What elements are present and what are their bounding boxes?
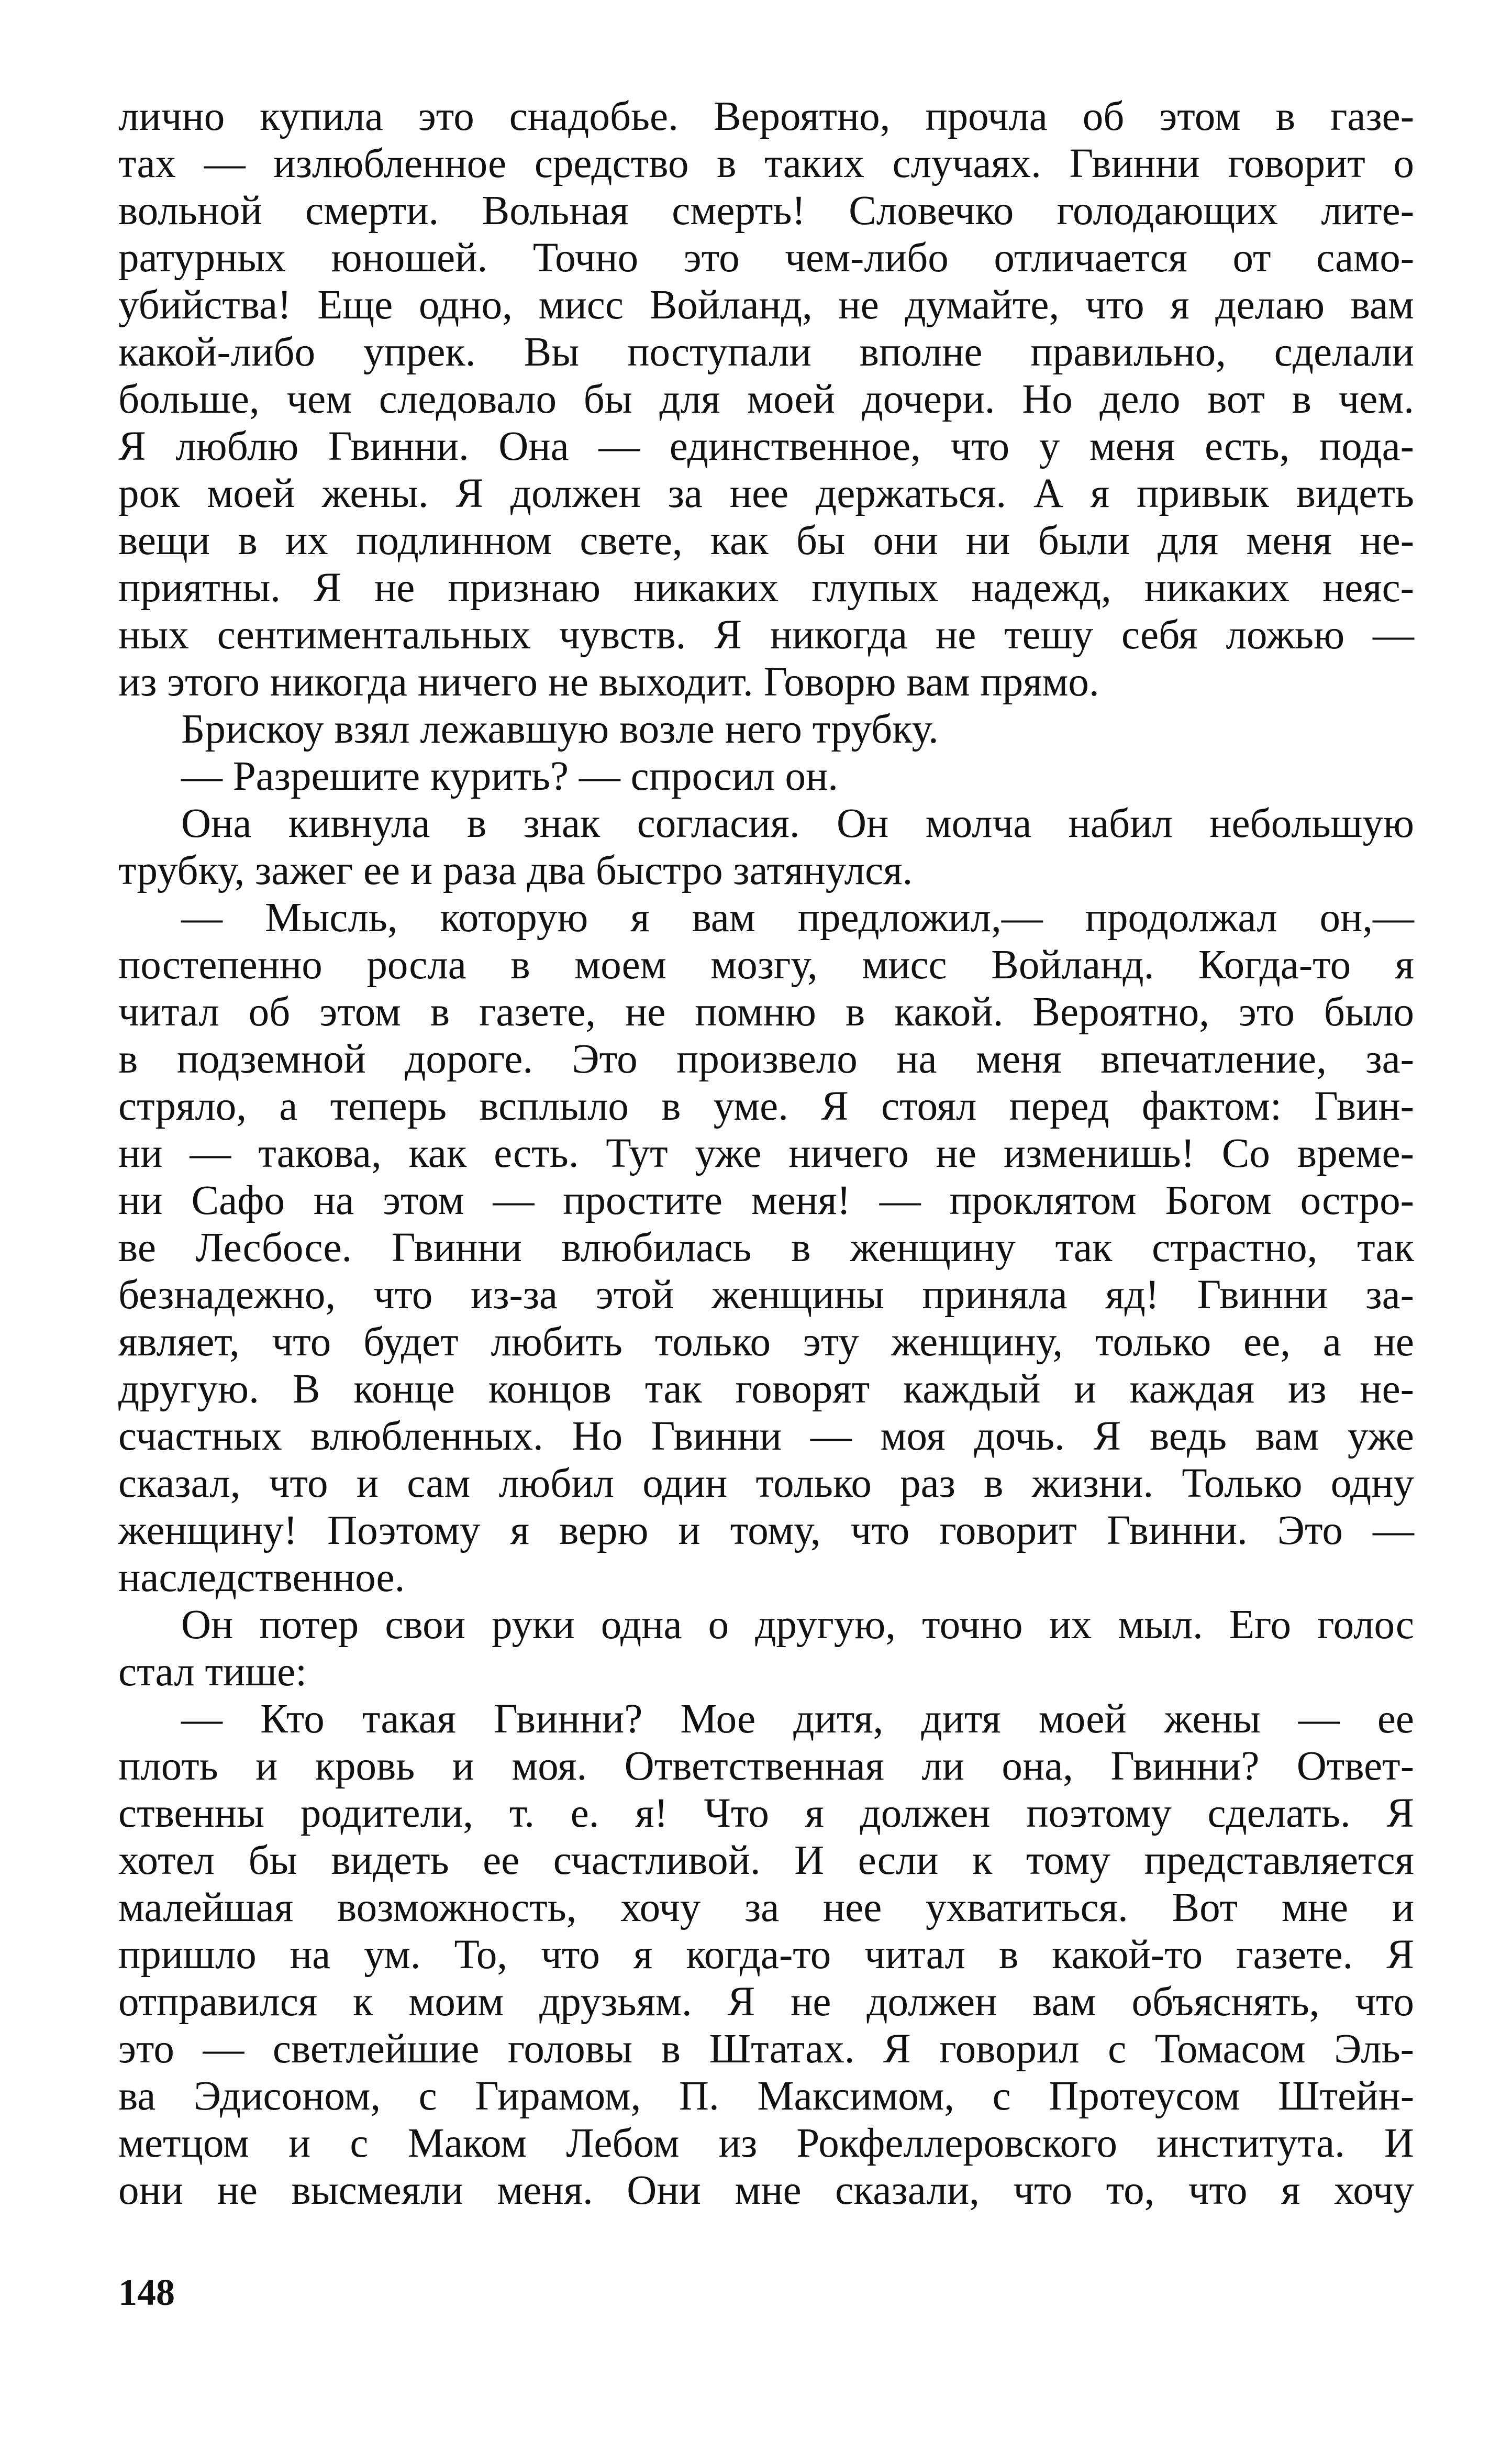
text-line: из этого никогда ничего не выходит. Говорю вам прямо.: [118, 659, 1099, 705]
text-line: счастных влюбленных. Но Гвинни — моя дочь. Я ведь вам уже: [118, 1414, 1414, 1459]
text-line: лично купила это снадобье. Вероятно, прочла об этом в газе-: [118, 94, 1414, 139]
text-line: наследственное.: [118, 1555, 405, 1600]
text-line: безнадежно, что из-за этой женщины приняла яд! Гвинни за-: [118, 1272, 1414, 1318]
text-line: ственны родители, т. е. я! Что я должен поэтому сделать. Я: [118, 1791, 1414, 1836]
text-line: в подземной дороге. Это произвело на меня впечатление, за-: [118, 1036, 1414, 1082]
page-body-text: [118, 93, 1414, 2214]
text-line: вольной смерти. Вольная смерть! Словечко голодающих лите-: [118, 188, 1414, 234]
page-number: 148: [118, 2271, 175, 2313]
text-line: ва Эдисоном, с Гирамом, П. Максимом, с Протеусом Штейн-: [118, 2073, 1414, 2119]
text-line: рок моей жены. Я должен за нее держаться. А я привык видеть: [118, 471, 1414, 516]
text-line: читал об этом в газете, не помню в какой. Вероятно, это было: [118, 989, 1414, 1035]
text-line: — Разрешите курить? — спросил он.: [181, 754, 838, 799]
text-line: хотел бы видеть ее счастливой. И если к тому представляется: [118, 1838, 1414, 1883]
text-line: больше, чем следовало бы для моей дочери. Но дело вот в чем.: [118, 377, 1414, 422]
text-line: трубку, зажег ее и раза два быстро затянулся.: [118, 848, 913, 893]
text-line: приятны. Я не признаю никаких глупых надежд, никаких неяс-: [118, 565, 1414, 611]
text-line: Брискоу взял лежавшую возле него трубку.: [181, 706, 939, 752]
text-line: Я люблю Гвинни. Она — единственное, что у меня есть, пода-: [118, 424, 1414, 469]
text-line: отправился к моим друзьям. Я не должен вам объяснять, что: [118, 1979, 1414, 2025]
text-line: стряло, а теперь всплыло в уме. Я стоял перед фактом: Гвин-: [118, 1084, 1414, 1129]
text-line: ных сентиментальных чувств. Я никогда не тешу себя ложью —: [118, 612, 1414, 658]
text-line: ратурных юношей. Точно это чем-либо отличается от само-: [118, 235, 1414, 281]
text-line: ни — такова, как есть. Тут уже ничего не изменишь! Со време-: [118, 1131, 1414, 1176]
text-line: малейшая возможность, хочу за нее ухватиться. Вот мне и: [118, 1885, 1414, 1930]
text-line: вещи в их подлинном свете, как бы они ни были для меня не-: [118, 518, 1414, 564]
text-line: стал тише:: [118, 1649, 307, 1695]
text-line: женщину! Поэтому я верю и тому, что говорит Гвинни. Это —: [118, 1508, 1414, 1553]
text-line: Она кивнула в знак согласия. Он молча набил небольшую: [181, 801, 1414, 846]
text-line: метцом и с Маком Лебом из Рокфеллеровского института. И: [118, 2121, 1414, 2166]
text-line: ни Сафо на этом — простите меня! — проклятом Богом остро-: [118, 1178, 1414, 1223]
text-line: они не высмеяли меня. Они мне сказали, что то, что я хочу: [118, 2168, 1414, 2213]
text-line: тах — излюбленное средство в таких случаях. Гвинни говорит о: [118, 141, 1414, 186]
text-line: убийства! Еще одно, мисс Войланд, не думайте, что я делаю вам: [118, 282, 1414, 328]
text-line: ве Лесбосе. Гвинни влюбилась в женщину так страстно, так: [118, 1225, 1414, 1271]
text-line: — Мысль, которую я вам предложил,— продолжал он,—: [181, 895, 1414, 941]
text-line: — Кто такая Гвинни? Мое дитя, дитя моей жены — ее: [181, 1696, 1414, 1742]
text-line: Он потер свои руки одна о другую, точно их мыл. Его голос: [181, 1602, 1414, 1648]
text-line: являет, что будет любить только эту женщину, только ее, а не: [118, 1319, 1414, 1365]
text-line: пришло на ум. То, что я когда-то читал в какой-то газете. Я: [118, 1932, 1414, 1978]
text-line: это — светлейшие головы в Штатах. Я говорил с Томасом Эль-: [118, 2026, 1414, 2072]
text-line: постепенно росла в моем мозгу, мисс Войланд. Когда-то я: [118, 942, 1414, 988]
text-line: плоть и кровь и моя. Ответственная ли она, Гвинни? Ответ-: [118, 1743, 1414, 1789]
text-line: какой-либо упрек. Вы поступали вполне правильно, сделали: [118, 329, 1414, 375]
text-line: другую. В конце концов так говорят каждый и каждая из не-: [118, 1366, 1414, 1412]
text-line: сказал, что и сам любил один только раз в жизни. Только одну: [118, 1461, 1414, 1506]
